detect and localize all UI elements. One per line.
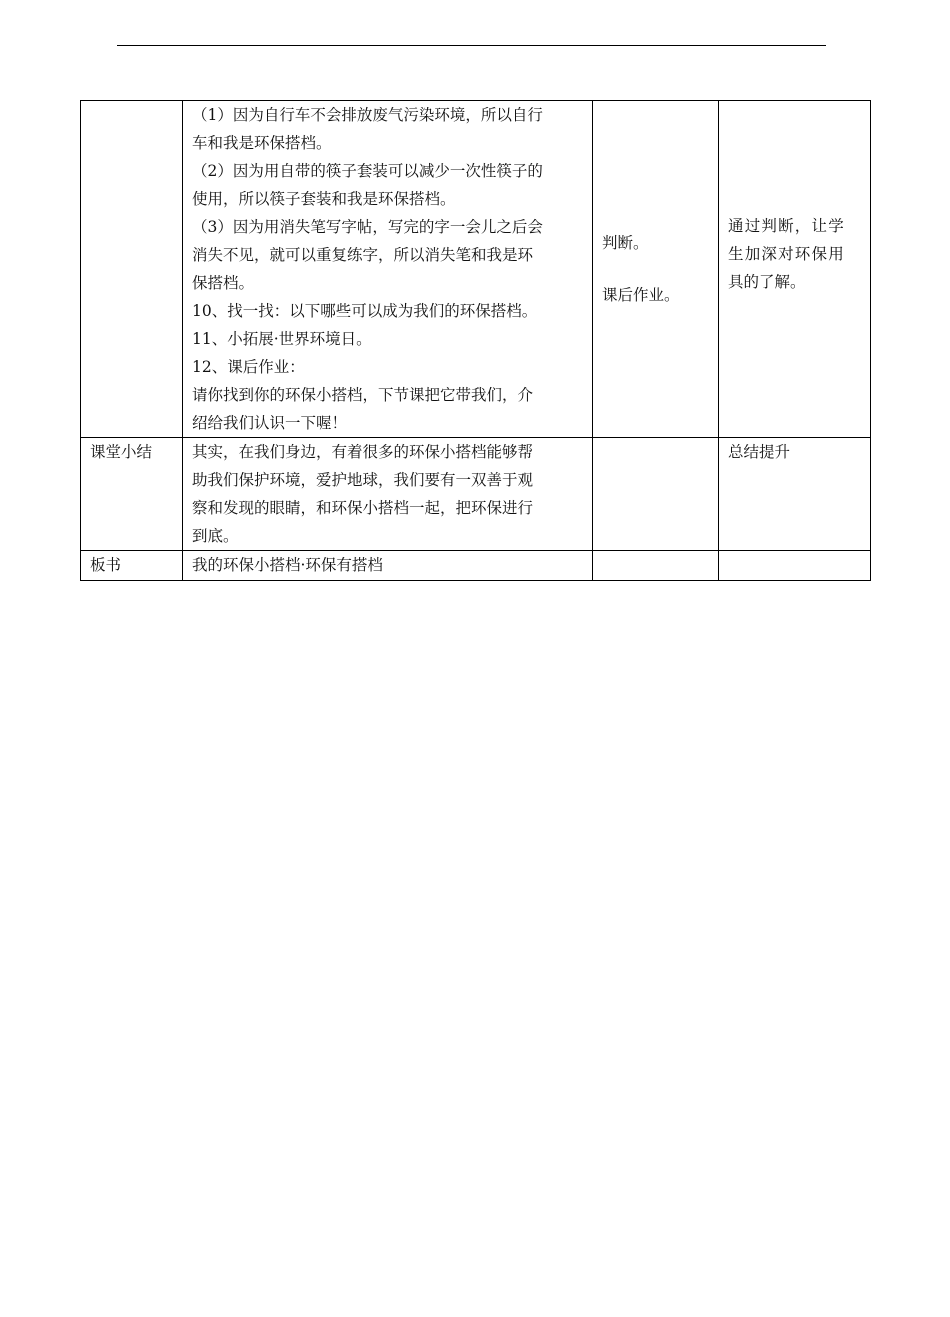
summary-content-cell bbox=[183, 438, 593, 551]
header-rule bbox=[117, 45, 826, 46]
student-activity-homework: 课后作业。 bbox=[602, 286, 680, 304]
design-intent-cell bbox=[719, 101, 871, 438]
student-activity-judge: 判断。 bbox=[602, 234, 649, 252]
activity-content-cell bbox=[183, 101, 593, 438]
table-row-activities bbox=[81, 101, 871, 438]
row-label-cell bbox=[81, 101, 183, 438]
content-line: 11、小拓展·世界环境日。 bbox=[192, 330, 372, 348]
design-intent-cell: 总结提升 bbox=[719, 438, 871, 551]
content-line: 车和我是环保搭档。 bbox=[192, 134, 332, 152]
student-activity-cell bbox=[593, 551, 719, 581]
board-content-cell: 我的环保小搭档·环保有搭档 bbox=[183, 551, 593, 581]
content-line: 其实，在我们身边，有着很多的环保小搭档能够帮 bbox=[192, 443, 534, 461]
design-intent-block bbox=[728, 212, 861, 296]
design-intent-cell bbox=[719, 551, 871, 581]
content-line: （1）因为自行车不会排放废气污染环境，所以自行 bbox=[192, 106, 543, 124]
content-line: 到底。 bbox=[192, 527, 239, 545]
content-line: 消失不见，就可以重复练字，所以消失笔和我是环 bbox=[192, 246, 534, 264]
table-row-board bbox=[81, 551, 871, 581]
student-activity-cell bbox=[593, 438, 719, 551]
student-activity-cell bbox=[593, 101, 719, 438]
design-intent-line: 通过判断，让学 bbox=[728, 217, 845, 235]
content-line: 察和发现的眼睛，和环保小搭档一起，把环保进行 bbox=[192, 499, 534, 517]
content-line: 10、找一找：以下哪些可以成为我们的环保搭档。 bbox=[192, 302, 538, 320]
spacer bbox=[602, 257, 709, 281]
content-line: 绍给我们认识一下喔！ bbox=[192, 414, 348, 432]
content-line: 请你找到你的环保小搭档，下节课把它带我们，介 bbox=[192, 386, 534, 404]
row-label-cell: 板书 bbox=[81, 551, 183, 581]
row-label-cell: 课堂小结 bbox=[81, 438, 183, 551]
content-line: 12、课后作业： bbox=[192, 358, 305, 376]
lesson-plan-table bbox=[80, 100, 871, 581]
design-intent-line: 具的了解。 bbox=[728, 273, 806, 291]
content-line: 助我们保护环境，爱护地球，我们要有一双善于观 bbox=[192, 471, 534, 489]
content-line: （3）因为用消失笔写字帖，写完的字一会儿之后会 bbox=[192, 218, 543, 236]
table-row-summary bbox=[81, 438, 871, 551]
content-line: 使用，所以筷子套装和我是环保搭档。 bbox=[192, 190, 456, 208]
design-intent-line: 生加深对环保用 bbox=[728, 245, 845, 263]
content-line: 保搭档。 bbox=[192, 274, 255, 292]
content-line: （2）因为用自带的筷子套装可以减少一次性筷子的 bbox=[192, 162, 543, 180]
